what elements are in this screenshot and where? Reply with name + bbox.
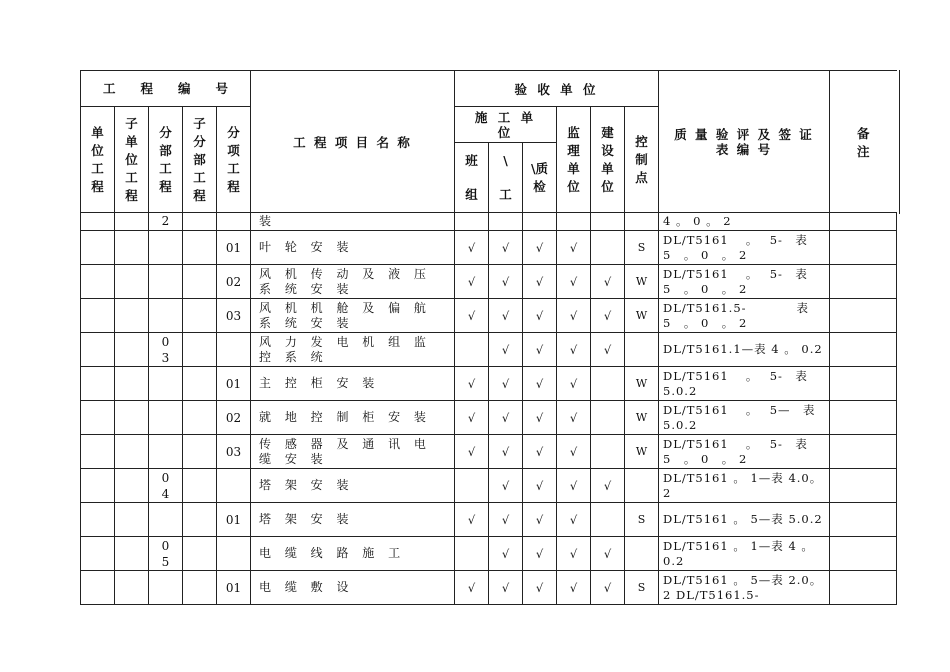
table-row (81, 503, 897, 537)
table-row (81, 401, 897, 435)
cell-team: √ (455, 435, 489, 469)
team-header (455, 143, 489, 213)
sub-unit-project-header: 子单位工程 (115, 107, 149, 213)
supervisor-unit-header: 监理单位 (557, 107, 591, 213)
cell-control (625, 469, 659, 503)
cell-worker: √ (489, 537, 523, 571)
cell-remark (830, 435, 897, 469)
cell-form: DL/T5161 。 5- 表 5 。 0 。 2 (659, 265, 830, 299)
acceptance-table (80, 70, 897, 605)
cell-sub-division (183, 571, 217, 605)
cell-worker: √ (489, 367, 523, 401)
control-point-header: 控制点 (625, 107, 659, 213)
cell-unit (81, 469, 115, 503)
cell-form: DL/T5161 。 5—表 5.0.2 (659, 503, 830, 537)
cell-quality: √ (523, 401, 557, 435)
cell-item: 03 (217, 435, 251, 469)
cell-sub-division (183, 537, 217, 571)
quality-check-mark: \ (530, 160, 536, 176)
table-row (81, 469, 897, 503)
cell-form: DL/T5161 。 1—表 4 。 0.2 (659, 537, 830, 571)
cell-owner: √ (591, 537, 625, 571)
cell-division: 0 3 (149, 333, 183, 367)
cell-division (149, 299, 183, 333)
cell-team: √ (455, 231, 489, 265)
cell-unit (81, 333, 115, 367)
cell-control: W (625, 435, 659, 469)
construction-unit-header: 施 工 单 位 (455, 107, 557, 143)
cell-sub-unit (115, 367, 149, 401)
cell-supervisor: √ (557, 231, 591, 265)
cell-unit (81, 231, 115, 265)
cell-quality: √ (523, 537, 557, 571)
cell-quality: √ (523, 503, 557, 537)
cell-remark (830, 265, 897, 299)
cell-worker: √ (489, 299, 523, 333)
cell-division (149, 571, 183, 605)
cell-team (455, 537, 489, 571)
cell-sub-unit (115, 333, 149, 367)
team-header-line2: 组 (465, 186, 478, 202)
cell-control (625, 537, 659, 571)
sub-division-project-header: 子分部工程 (183, 107, 217, 213)
cell-division (149, 503, 183, 537)
cell-sub-division (183, 435, 217, 469)
cell-worker: √ (489, 231, 523, 265)
cell-supervisor: √ (557, 537, 591, 571)
cell-worker: √ (489, 503, 523, 537)
cell-owner: √ (591, 469, 625, 503)
cell-sub-unit (115, 265, 149, 299)
cell-unit (81, 367, 115, 401)
quality-check-label: 质检 (533, 160, 549, 194)
cell-name: 电 缆 敷 设 (251, 571, 455, 605)
cell-name: 风 机 传 动 及 液 压 系 统 安 装 (251, 265, 455, 299)
cell-remark (830, 571, 897, 605)
cell-quality: √ (523, 367, 557, 401)
cell-remark (830, 537, 897, 571)
cell-supervisor: √ (557, 503, 591, 537)
table-row (81, 299, 897, 333)
cell-item: 01 (217, 571, 251, 605)
worker-header (489, 143, 523, 213)
cell-control: W (625, 299, 659, 333)
cell-sub-unit (115, 537, 149, 571)
cell-team: √ (455, 367, 489, 401)
quality-check-header (523, 143, 557, 213)
cell-owner: √ (591, 333, 625, 367)
cell-form: DL/T5161 。 5— 表 5.0.2 (659, 401, 830, 435)
cell-supervisor: √ (557, 265, 591, 299)
cell-control (625, 333, 659, 367)
remark-header: 备注 (830, 71, 897, 213)
division-project-header: 分部工程 (149, 107, 183, 213)
cell-division (149, 231, 183, 265)
acceptance-units-header: 验 收 单 位 (455, 71, 659, 107)
cell-owner (591, 401, 625, 435)
cell-sub-division (183, 333, 217, 367)
carry-name-cell: 装 (251, 213, 455, 231)
cell-division (149, 367, 183, 401)
cell-form: DL/T5161.1—表 4 。 0.2 (659, 333, 830, 367)
cell-worker: √ (489, 333, 523, 367)
cell-worker: √ (489, 435, 523, 469)
cell-name: 塔 架 安 装 (251, 469, 455, 503)
cell-sub-division (183, 299, 217, 333)
cell-control: W (625, 367, 659, 401)
cell-unit (81, 571, 115, 605)
cell-remark (830, 503, 897, 537)
cell-supervisor: √ (557, 401, 591, 435)
cell-team: √ (455, 299, 489, 333)
right-border-line (899, 70, 900, 214)
cell-team (455, 333, 489, 367)
cell-control: W (625, 265, 659, 299)
cell-division (149, 435, 183, 469)
cell-worker: √ (489, 265, 523, 299)
cell-name: 传 感 器 及 通 讯 电 缆 安 装 (251, 435, 455, 469)
cell-name: 主 控 柜 安 装 (251, 367, 455, 401)
cell-remark (830, 401, 897, 435)
cell-unit (81, 537, 115, 571)
table-body (81, 231, 897, 605)
cell-item (217, 333, 251, 367)
cell-supervisor: √ (557, 367, 591, 401)
project-name-header: 工 程 项 目 名 称 (251, 71, 455, 213)
cell-worker: √ (489, 469, 523, 503)
cell-sub-division (183, 401, 217, 435)
cell-item (217, 469, 251, 503)
cell-form: DL/T5161 。 5—表 2.0。 2 DL/T5161.5- (659, 571, 830, 605)
cell-sub-unit (115, 231, 149, 265)
cell-sub-division (183, 265, 217, 299)
carry-form-cell: 4 。 0 。 2 (659, 213, 830, 231)
form-number-header: 质 量 验 评 及 签 证 表 编 号 (659, 71, 830, 213)
cell-quality: √ (523, 435, 557, 469)
cell-name: 就 地 控 制 柜 安 装 (251, 401, 455, 435)
cell-name: 塔 架 安 装 (251, 503, 455, 537)
cell-owner (591, 503, 625, 537)
worker-header-line2: 工 (499, 186, 512, 202)
cell-sub-unit (115, 401, 149, 435)
cell-remark (830, 367, 897, 401)
cell-control: S (625, 571, 659, 605)
cell-item: 03 (217, 299, 251, 333)
cell-worker: √ (489, 571, 523, 605)
cell-supervisor: √ (557, 435, 591, 469)
cell-supervisor: √ (557, 571, 591, 605)
cell-name: 叶 轮 安 装 (251, 231, 455, 265)
cell-sub-division (183, 367, 217, 401)
cell-sub-division (183, 231, 217, 265)
cell-form: DL/T5161.5- 表 5 。 0 。 2 (659, 299, 830, 333)
cell-item: 01 (217, 367, 251, 401)
cell-item: 02 (217, 401, 251, 435)
cell-sub-unit (115, 571, 149, 605)
cell-remark (830, 299, 897, 333)
cell-sub-unit (115, 435, 149, 469)
cell-item: 01 (217, 231, 251, 265)
cell-team (455, 469, 489, 503)
cell-team: √ (455, 503, 489, 537)
item-project-header: 分项工程 (217, 107, 251, 213)
cell-item: 02 (217, 265, 251, 299)
table-row (81, 231, 897, 265)
project-number-header: 工 程 编 号 (81, 71, 251, 107)
cell-sub-division (183, 469, 217, 503)
cell-division: 0 5 (149, 537, 183, 571)
cell-supervisor: √ (557, 333, 591, 367)
cell-unit (81, 265, 115, 299)
cell-form: DL/T5161 。 5- 表 5 。 0 。 2 (659, 231, 830, 265)
cell-owner (591, 435, 625, 469)
cell-division (149, 265, 183, 299)
cell-supervisor: √ (557, 299, 591, 333)
cell-quality: √ (523, 265, 557, 299)
cell-name: 风 力 发 电 机 组 监 控 系 统 (251, 333, 455, 367)
cell-control: S (625, 503, 659, 537)
cell-unit (81, 401, 115, 435)
carry-division-cell: 2 (149, 213, 183, 231)
table-row (81, 571, 897, 605)
cell-sub-division (183, 503, 217, 537)
cell-item (217, 537, 251, 571)
cell-sub-unit (115, 503, 149, 537)
quality-acceptance-table-sheet (80, 70, 897, 605)
cell-sub-unit (115, 299, 149, 333)
table-row (81, 333, 897, 367)
cell-form: DL/T5161 。 1—表 4.0。 2 (659, 469, 830, 503)
cell-form: DL/T5161 。 5- 表 5.0.2 (659, 367, 830, 401)
cell-team: √ (455, 265, 489, 299)
cell-owner (591, 367, 625, 401)
cell-name: 电 缆 线 路 施 工 (251, 537, 455, 571)
cell-quality: √ (523, 333, 557, 367)
table-row (81, 537, 897, 571)
cell-remark (830, 231, 897, 265)
cell-form: DL/T5161 。 5- 表 5 。 0 。 2 (659, 435, 830, 469)
cell-unit (81, 435, 115, 469)
cell-unit (81, 503, 115, 537)
cell-remark (830, 469, 897, 503)
cell-worker: √ (489, 401, 523, 435)
unit-project-header: 单位工程 (81, 107, 115, 213)
cell-supervisor: √ (557, 469, 591, 503)
cell-control: S (625, 231, 659, 265)
cell-team: √ (455, 571, 489, 605)
worker-header-line1: \ (503, 152, 508, 168)
owner-unit-header: 建设单位 (591, 107, 625, 213)
table-row (81, 265, 897, 299)
cell-owner: √ (591, 265, 625, 299)
cell-item: 01 (217, 503, 251, 537)
cell-owner: √ (591, 299, 625, 333)
cell-team: √ (455, 401, 489, 435)
cell-owner (591, 231, 625, 265)
cell-quality: √ (523, 469, 557, 503)
cell-remark (830, 333, 897, 367)
cell-control: W (625, 401, 659, 435)
cell-division: 0 4 (149, 469, 183, 503)
carry-over-row (81, 213, 897, 231)
cell-quality: √ (523, 571, 557, 605)
table-row (81, 435, 897, 469)
cell-unit (81, 299, 115, 333)
cell-owner: √ (591, 571, 625, 605)
cell-quality: √ (523, 299, 557, 333)
team-header-line1: 班 (465, 152, 478, 168)
cell-name: 风 机 机 舱 及 偏 航 系 统 安 装 (251, 299, 455, 333)
cell-quality: √ (523, 231, 557, 265)
table-row (81, 367, 897, 401)
cell-division (149, 401, 183, 435)
cell-sub-unit (115, 469, 149, 503)
